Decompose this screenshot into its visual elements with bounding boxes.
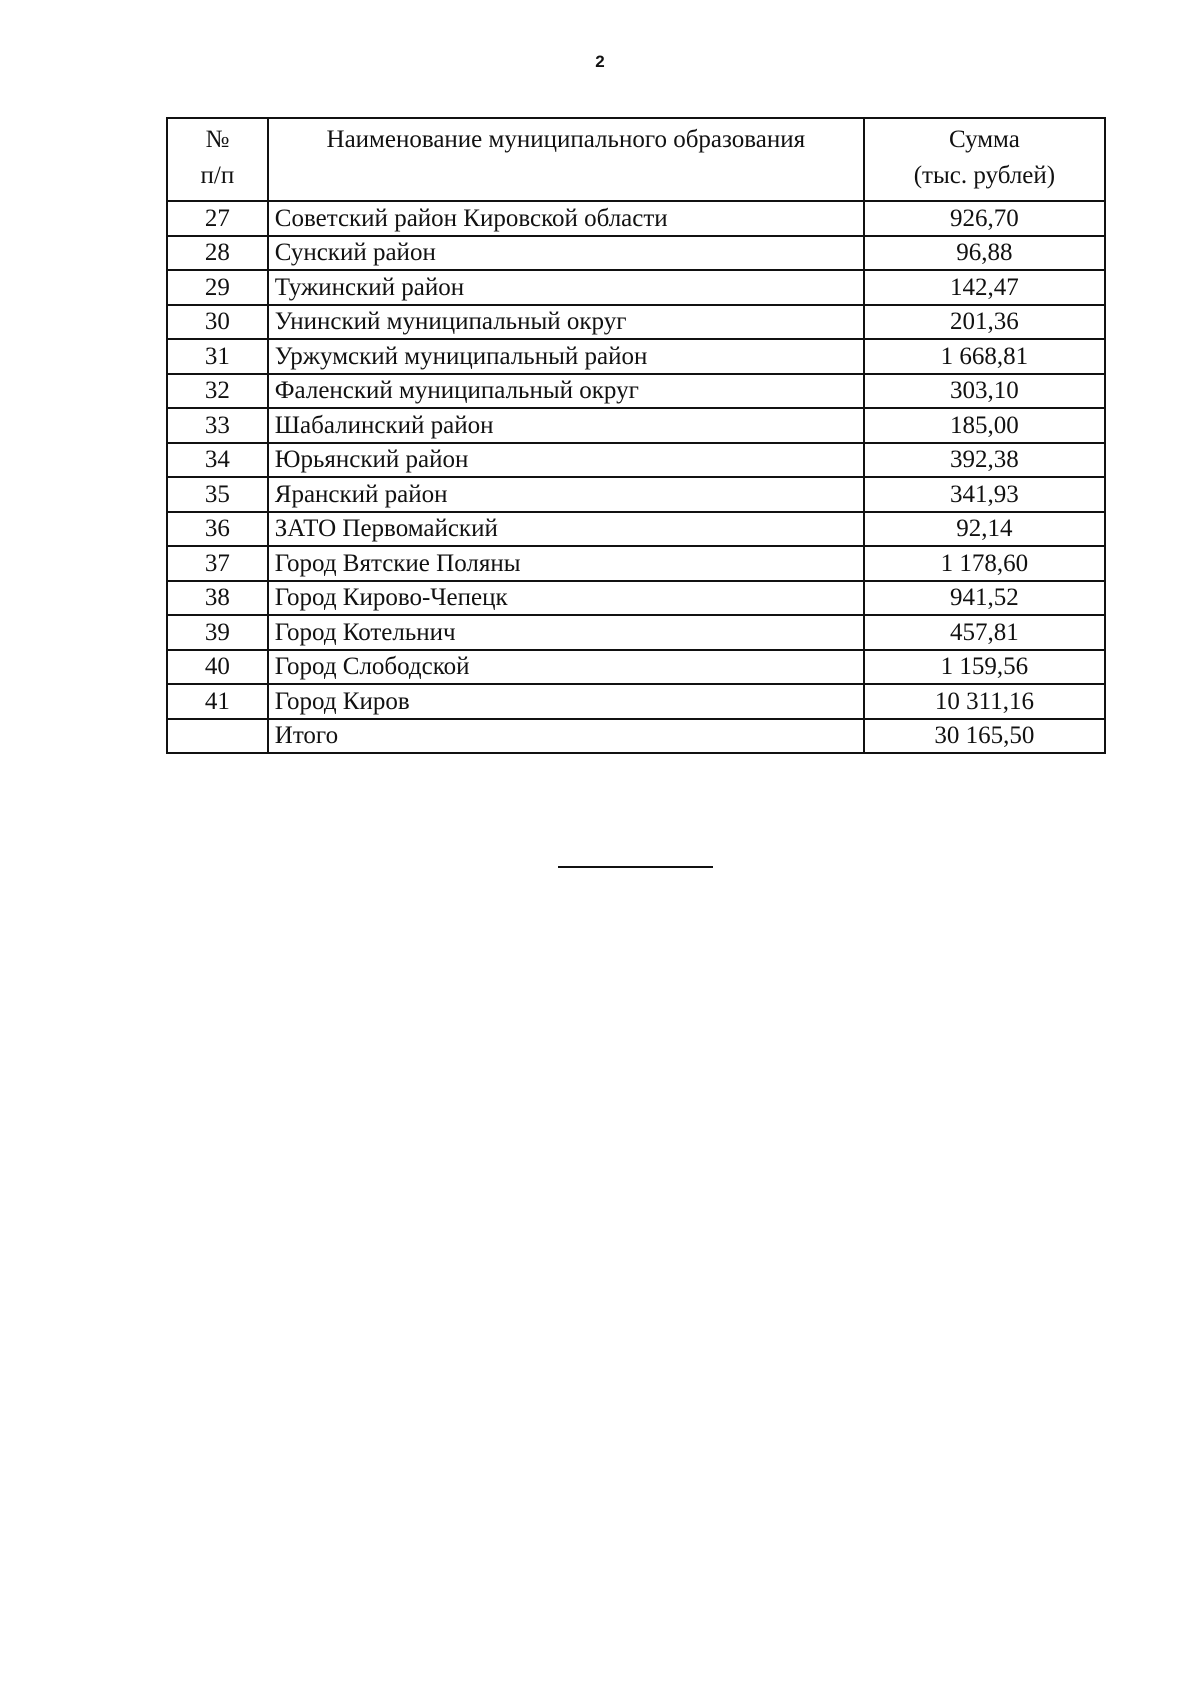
budget-table (166, 117, 1106, 754)
header-sum (864, 118, 1105, 201)
table-row (167, 512, 1105, 547)
row-num: 29 (167, 270, 268, 305)
row-num: 32 (167, 374, 268, 409)
row-num: 37 (167, 546, 268, 581)
row-name: Юрьянский район (268, 443, 864, 478)
total-row (167, 719, 1105, 754)
row-sum: 1 178,60 (864, 546, 1105, 581)
row-name: Тужинский район (268, 270, 864, 305)
row-sum: 1 159,56 (864, 650, 1105, 685)
table-row (167, 236, 1105, 271)
total-num (167, 719, 268, 754)
table-header-row (167, 118, 1105, 201)
total-label: Итого (268, 719, 864, 754)
table-row (167, 374, 1105, 409)
table-row (167, 684, 1105, 719)
row-sum: 185,00 (864, 408, 1105, 443)
table-row (167, 270, 1105, 305)
row-name: Город Котельнич (268, 615, 864, 650)
row-num: 39 (167, 615, 268, 650)
row-name: Город Слободской (268, 650, 864, 685)
row-name: Унинский муниципальный округ (268, 305, 864, 340)
row-name: Город Вятские Поляны (268, 546, 864, 581)
row-num: 31 (167, 339, 268, 374)
row-sum: 92,14 (864, 512, 1105, 547)
row-name: Город Киров (268, 684, 864, 719)
row-num: 34 (167, 443, 268, 478)
table-row (167, 201, 1105, 236)
table-row (167, 581, 1105, 616)
row-name: Яранский район (268, 477, 864, 512)
row-sum: 201,36 (864, 305, 1105, 340)
table-row (167, 477, 1105, 512)
row-num: 28 (167, 236, 268, 271)
row-sum: 341,93 (864, 477, 1105, 512)
row-name: Город Кирово-Чепецк (268, 581, 864, 616)
row-name: Сунский район (268, 236, 864, 271)
row-num: 33 (167, 408, 268, 443)
table-row (167, 546, 1105, 581)
row-sum: 1 668,81 (864, 339, 1105, 374)
table-header (167, 118, 1105, 201)
end-of-table-rule (558, 866, 713, 868)
header-num-line2: п/п (200, 162, 235, 189)
row-sum: 392,38 (864, 443, 1105, 478)
table-row (167, 305, 1105, 340)
header-name (268, 118, 864, 201)
row-num: 38 (167, 581, 268, 616)
header-num (167, 118, 268, 201)
row-sum: 10 311,16 (864, 684, 1105, 719)
row-name: Шабалинский район (268, 408, 864, 443)
table-body (167, 201, 1105, 753)
row-sum: 926,70 (864, 201, 1105, 236)
total-sum: 30 165,50 (864, 719, 1105, 754)
row-sum: 96,88 (864, 236, 1105, 271)
row-name: Уржумский муниципальный район (268, 339, 864, 374)
table-row (167, 339, 1105, 374)
row-name: Советский район Кировской области (268, 201, 864, 236)
page-number: 2 (595, 52, 605, 71)
row-num: 40 (167, 650, 268, 685)
table-row (167, 615, 1105, 650)
table-row (167, 443, 1105, 478)
row-num: 27 (167, 201, 268, 236)
row-name: ЗАТО Первомайский (268, 512, 864, 547)
row-sum: 941,52 (864, 581, 1105, 616)
header-num-line1: № (205, 126, 230, 153)
row-name: Фаленский муниципальный округ (268, 374, 864, 409)
header-sum-line2: (тыс. рублей) (913, 162, 1056, 189)
row-num: 36 (167, 512, 268, 547)
header-name-label: Наименование муниципального образования (326, 126, 806, 153)
row-sum: 457,81 (864, 615, 1105, 650)
row-sum: 303,10 (864, 374, 1105, 409)
row-sum: 142,47 (864, 270, 1105, 305)
row-num: 35 (167, 477, 268, 512)
row-num: 30 (167, 305, 268, 340)
header-sum-line1: Сумма (949, 126, 1020, 153)
row-num: 41 (167, 684, 268, 719)
table-row (167, 408, 1105, 443)
table-row (167, 650, 1105, 685)
